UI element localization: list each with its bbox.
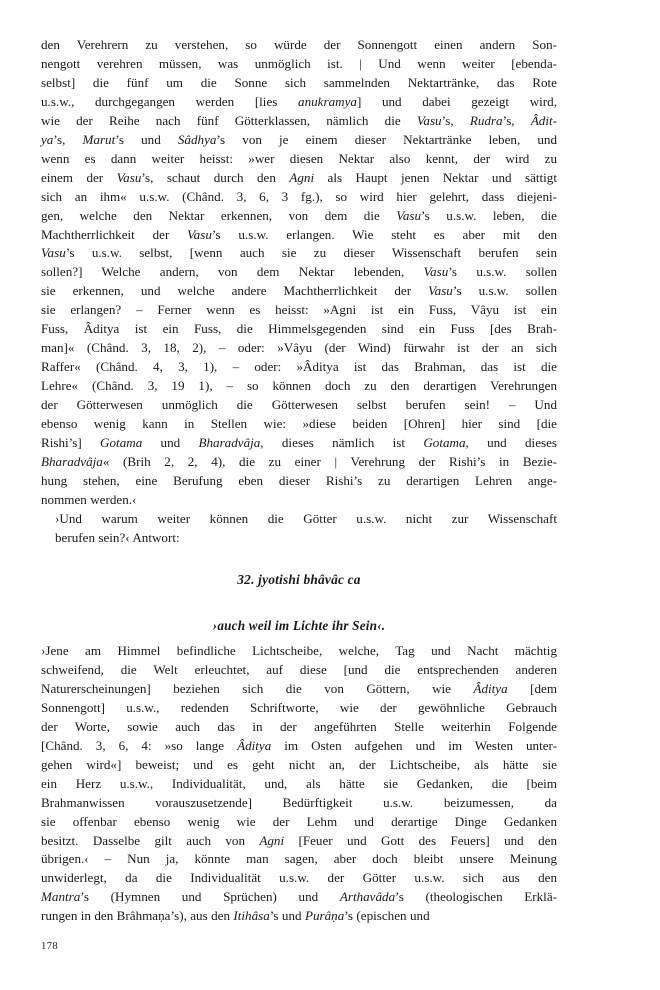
text-line: der Worte, sowie auch das in der angeführten Stelle weiterhin Folgende	[41, 718, 557, 734]
text-line: sie erlangen? – Ferner wenn es heisst: »Agni ist ein Fuss, Vâyu ist ein	[41, 302, 557, 318]
text-line: Mantra’s (Hymnen und Sprüchen) und Arthavâda’s (theologischen Erklä-	[41, 889, 557, 905]
text-line: schweifend, die Welt erleuchtet, auf diese [und die entsprechenden anderen	[41, 661, 557, 677]
text-line: selbst] die fünf um die Sonne sich sammelnden Nektartränke, das Rote	[41, 74, 557, 90]
body-text-upper	[41, 36, 557, 548]
text-line: besitzt. Dasselbe gilt auch von Agni [Feuer und Gott des Feuers] und den	[41, 832, 557, 848]
text-line: ›Und warum weiter können die Götter u.s.w. nicht zur Wissenschaft	[55, 510, 557, 526]
text-line: Raffer« (Chând. 4, 3, 1), – oder: »Âditya ist das Brahman, das ist die	[41, 359, 557, 375]
page-number: 178	[41, 941, 59, 952]
text-line: u.s.w., durchgegangen werden [lies anukramya] und dabei gezeigt wird,	[41, 93, 557, 109]
text-line: Fuss, Âditya ist ein Fuss, die Himmelsgegenden sind ein Fuss [des Brah-	[41, 321, 557, 337]
text-line: nommen werden.‹	[41, 491, 137, 507]
text-line: hung stehen, eine Berufung eben dieser Rishi’s zu derartigen Lehren ange-	[41, 472, 557, 488]
text-line: sich an ihm« u.s.w. (Chând. 3, 6, 3 fg.), so wird hier gelehrt, dass diejeni-	[41, 188, 557, 204]
text-line: der Götterwesen unmöglich die Götterwesen selbst berufen sein! – Und	[41, 397, 557, 413]
text-line: wenn es dann weiter heisst: »wer diesen Nektar also kennt, der wird zu	[41, 150, 557, 166]
text-line: ›Jene am Himmel befindliche Lichtscheibe, welche, Tag und Nacht mächtig	[41, 643, 557, 658]
text-line: berufen sein?‹ Antwort:	[55, 529, 180, 545]
text-line: man]« (Chând. 3, 18, 2), – oder: »Vâyu (der Wind) fürwahr ist der an sich	[41, 340, 557, 356]
text-line: Machtherrlichkeit der Vasu’s u.s.w. erlangen. Wie steht es aber mit den	[41, 226, 558, 242]
text-line: ein Herz u.s.w., Individualität, und, als hätte sie Gedanken, die [beim	[41, 775, 557, 791]
text-line: gen, welche den Nektar erkennen, von dem die Vasu’s u.s.w. leben, die	[41, 207, 557, 223]
text-line: sie offenbar ebenso wenig wie der Lehm und derartige Dinge Gedanken	[41, 813, 557, 829]
text-line: wie der Reihe nach fünf Götterklassen, nämlich die Vasu’s, Rudra’s, Âdit-	[41, 112, 557, 128]
text-line: sollen?] Welche andern, von dem Nektar lebenden, Vasu’s u.s.w. sollen	[41, 264, 557, 280]
text-line: Lehre« (Chând. 3, 19 1), – so können doch zu den derartigen Verehrungen	[41, 378, 557, 394]
paragraph-lower-1	[41, 642, 557, 926]
body-text-lower	[41, 642, 557, 926]
text-line: Sonnengott] u.s.w., redenden Schriftworte, wie der gewöhnliche Gebrauch	[41, 699, 557, 715]
text-line: übrigen.‹ – Nun ja, könnte man sagen, aber doch bleibt unsere Meinung	[41, 851, 557, 867]
text-line: Bharadvâja« (Brih 2, 2, 4), die zu einer | Verehrung der Rishi’s in Bezie-	[41, 453, 557, 469]
text-line: sie erkennen, und welche andere Machtherrlichkeit der Vasu’s u.s.w. sollen	[41, 283, 557, 299]
text-line: gehen wird«] beweist; und es geht nicht an, der Lichtscheibe, als hätte sie	[41, 756, 557, 772]
text-line: unwiderlegt, da die Individualität u.s.w. der Götter u.s.w. sich aus den	[41, 870, 557, 886]
text-line: einem der Vasu’s, schaut durch den Agni als Haupt jenen Nektar und sättigt	[41, 169, 557, 185]
text-line: nengott verehren müssen, was unmöglich ist. | Und wenn weiter [ebenda-	[41, 55, 557, 71]
text-line: Vasu’s u.s.w. selbst, [wenn auch sie zu dieser Wissenschaft berufen sein	[41, 245, 557, 261]
paragraph-upper-1	[41, 36, 557, 510]
text-line: rungen in den Brâhmaṇa’s), aus den Itihâsa’s und Purâṇa’s (epischen und	[41, 908, 430, 924]
text-line: Brahmanwissen vorauszusetzende] Bedürftigkeit u.s.w. beizumessen, da	[41, 794, 557, 810]
text-line: ya’s, Marut’s und Sâdhya’s von je einem dieser Nektartränke leben, und	[41, 131, 557, 147]
sutra-heading: 32. jyotishi bhâvâc ca	[237, 572, 361, 587]
text-line: den Verehrern zu verstehen, so würde der Sonnengott einen andern Son-	[41, 37, 557, 52]
text-line: ebenso wenig kann in Stellen wie: »diese beiden [Ohren] hier sind [die	[41, 416, 557, 432]
paragraph-upper-2	[41, 510, 557, 548]
sutra-gloss: ›auch weil im Lichte ihr Sein‹.	[212, 618, 386, 633]
text-line: Rishi’s] Gotama und Bharadvâja, dieses nämlich ist Gotama, und dieses	[41, 435, 558, 451]
text-line: Naturerscheinungen] beziehen sich die von Göttern, wie Âditya [dem	[41, 680, 558, 696]
text-line: [Chând. 3, 6, 4: »so lange Âditya im Osten aufgehen und im Westen unter-	[41, 737, 557, 753]
